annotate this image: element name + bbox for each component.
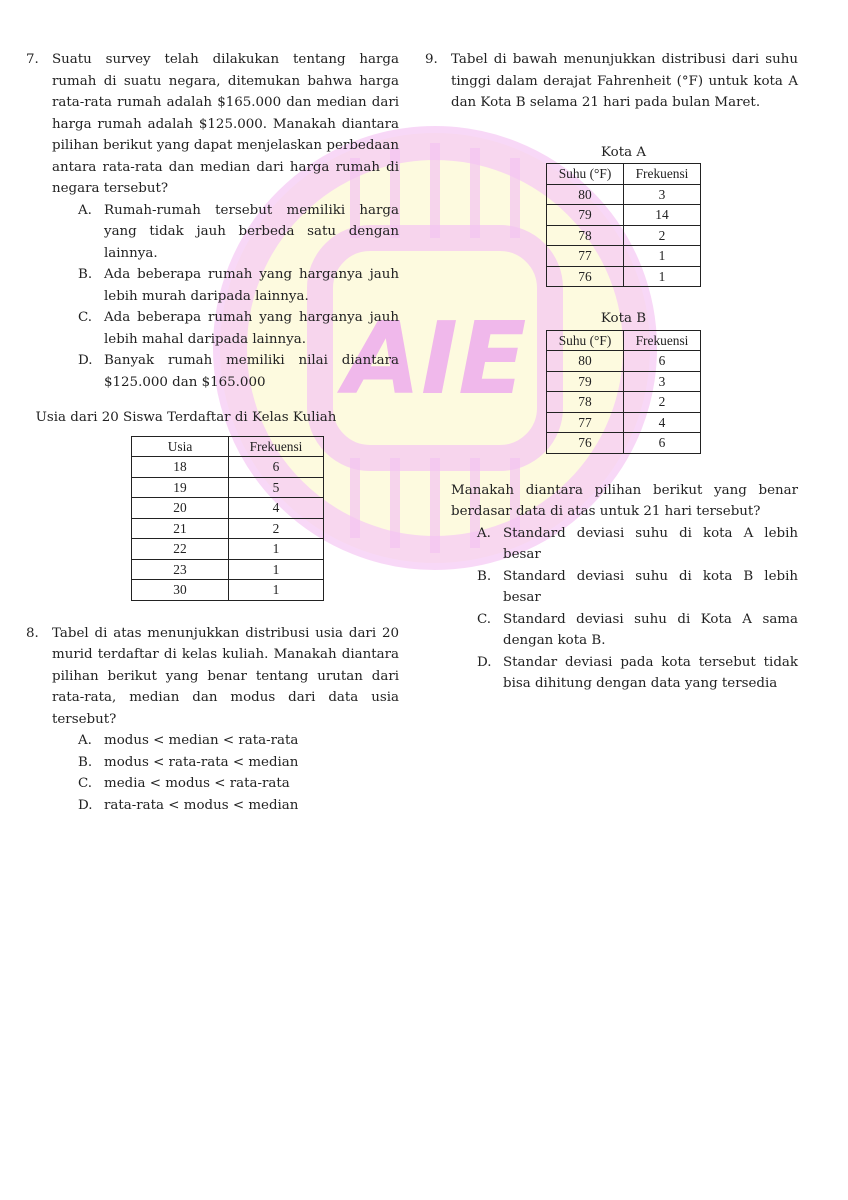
question-7-option-c xyxy=(78,307,399,350)
table-header-usia: Usia xyxy=(132,436,229,457)
table-row xyxy=(547,371,701,392)
table-cell: 78 xyxy=(547,392,624,413)
table-cell: 22 xyxy=(132,539,229,560)
option-letter: C. xyxy=(78,310,93,325)
table-header-frekuensi: Frekuensi xyxy=(624,330,701,351)
question-8-option-a xyxy=(78,730,399,752)
option-letter: B. xyxy=(477,568,492,584)
question-9-question-text: Manakah diantara pilihan berikut yang benar berdasar data di atas untuk 21 hari tersebut? xyxy=(451,482,798,519)
table-header-frekuensi: Frekuensi xyxy=(229,436,324,457)
table-cell: 23 xyxy=(132,559,229,580)
table-header-frekuensi: Frekuensi xyxy=(624,164,701,185)
table-cell: 19 xyxy=(132,477,229,498)
question-7-option-a xyxy=(78,200,399,265)
question-7-text: Suatu survey telah dilakukan tentang harga rumah di suatu negara, ditemukan bahwa harga rata-rata rumah adalah $165.000 dan median dari harga rumah adalah $125.000. Manakah diantara pilihan berikut yang dapat menjelaskan perbedaan antara rata-rata dan median dari harga rumah di negara tersebut? xyxy=(52,52,399,196)
table-row xyxy=(547,412,701,433)
table-cell: 1 xyxy=(624,246,701,267)
table-cell: 76 xyxy=(547,266,624,287)
kota-a-table xyxy=(546,163,701,287)
table-cell: 4 xyxy=(229,498,324,519)
age-table-caption: Usia dari 20 Siswa Terdaftar di Kelas Kuliah xyxy=(35,410,337,425)
option-letter: A. xyxy=(78,733,92,748)
question-7-number: 7. xyxy=(26,52,39,67)
kota-a-caption: Kota A xyxy=(601,144,646,160)
table-header-row xyxy=(547,330,701,351)
option-text: Standar deviasi pada kota tersebut tidak bisa dihitung dengan data yang tersedia xyxy=(503,654,798,691)
option-text: Standard deviasi suhu di kota A lebih besar xyxy=(503,525,798,562)
table-row xyxy=(132,539,324,560)
option-letter: B. xyxy=(78,754,93,770)
question-9-text: Tabel di bawah menunjukkan distribusi dari suhu tinggi dalam derajat Fahrenheit (°F) untuk kota A dan Kota B selama 21 hari pada bulan Maret. xyxy=(451,52,798,110)
table-row xyxy=(547,225,701,246)
table-cell: 14 xyxy=(624,205,701,226)
option-text: Ada beberapa rumah yang harganya jauh lebih mahal daripada lainnya. xyxy=(104,310,399,347)
option-letter: C. xyxy=(477,611,492,627)
table-cell: 80 xyxy=(547,184,624,205)
option-text: Standard deviasi suhu di Kota A sama dengan kota B. xyxy=(503,611,798,648)
table-cell: 1 xyxy=(624,266,701,287)
question-7-option-b xyxy=(78,264,399,307)
table-row xyxy=(547,184,701,205)
table-cell: 6 xyxy=(229,457,324,478)
option-letter: B. xyxy=(78,267,93,282)
question-8-number: 8. xyxy=(26,625,39,641)
table-row xyxy=(547,351,701,372)
question-7 xyxy=(26,49,399,393)
table-cell: 1 xyxy=(229,559,324,580)
option-text: rata-rata < modus < median xyxy=(104,797,299,813)
question-8-options xyxy=(78,730,399,816)
table-cell: 4 xyxy=(624,412,701,433)
question-8-option-d xyxy=(78,795,399,817)
table-row xyxy=(132,477,324,498)
right-column xyxy=(425,49,798,695)
table-cell: 2 xyxy=(624,392,701,413)
question-9-option-c xyxy=(477,609,798,652)
option-text: modus < rata-rata < median xyxy=(104,754,299,770)
table-cell: 6 xyxy=(624,433,701,454)
table-row xyxy=(547,205,701,226)
table-row xyxy=(132,580,324,601)
table-cell: 20 xyxy=(132,498,229,519)
option-letter: D. xyxy=(78,353,93,368)
option-text: Rumah-rumah tersebut memiliki harga yang tidak jauh berbeda satu dengan lainnya. xyxy=(104,202,399,261)
table-row xyxy=(547,246,701,267)
option-text: Ada beberapa rumah yang harganya jauh lebih murah daripada lainnya. xyxy=(104,267,399,304)
table-cell: 5 xyxy=(229,477,324,498)
table-header-row xyxy=(547,164,701,185)
table-header-suhu: Suhu (°F) xyxy=(547,164,624,185)
table-row xyxy=(132,559,324,580)
question-8 xyxy=(26,623,399,817)
kota-b-caption: Kota B xyxy=(600,311,647,326)
option-letter: D. xyxy=(477,654,492,670)
option-text: Banyak rumah memiliki nilai diantara $125.000 dan $165.000 xyxy=(104,353,399,390)
question-9-option-b xyxy=(477,566,798,609)
table-row xyxy=(132,518,324,539)
svg-text:AIE: AIE xyxy=(343,300,527,417)
table-cell: 1 xyxy=(229,539,324,560)
table-row xyxy=(547,266,701,287)
question-9-prompt xyxy=(425,480,798,695)
table-cell: 3 xyxy=(624,371,701,392)
table-cell: 77 xyxy=(547,246,624,267)
table-cell: 77 xyxy=(547,412,624,433)
question-8-option-b xyxy=(78,752,399,774)
age-frequency-table xyxy=(131,436,324,601)
table-cell: 79 xyxy=(547,205,624,226)
table-cell: 3 xyxy=(624,184,701,205)
table-row xyxy=(547,392,701,413)
question-9-options xyxy=(477,523,798,695)
kota-b-table xyxy=(546,330,701,454)
option-text: media < modus < rata-rata xyxy=(104,776,290,791)
option-letter: A. xyxy=(78,202,92,218)
table-header-suhu: Suhu (°F) xyxy=(547,330,624,351)
table-header-row xyxy=(132,436,324,457)
option-text: modus < median < rata-rata xyxy=(104,733,299,748)
table-cell: 78 xyxy=(547,225,624,246)
table-cell: 6 xyxy=(624,351,701,372)
option-letter: A. xyxy=(477,525,491,541)
option-letter: C. xyxy=(78,776,93,791)
question-9-option-d xyxy=(477,652,798,695)
table-cell: 76 xyxy=(547,433,624,454)
table-cell: 2 xyxy=(229,518,324,539)
table-cell: 18 xyxy=(132,457,229,478)
question-9-number: 9. xyxy=(425,52,438,67)
left-column xyxy=(26,49,399,816)
question-7-options xyxy=(78,200,399,394)
table-row xyxy=(547,433,701,454)
table-cell: 21 xyxy=(132,518,229,539)
table-cell: 2 xyxy=(624,225,701,246)
option-letter: D. xyxy=(78,797,93,813)
table-row xyxy=(132,457,324,478)
question-8-text: Tabel di atas menunjukkan distribusi usia dari 20 murid terdaftar di kelas kuliah. Manakah diantara pilihan berikut yang benar tentang urutan dari rata-rata, median dan modus dari data usia tersebut? xyxy=(52,625,399,727)
question-7-option-d xyxy=(78,350,399,393)
question-9-option-a xyxy=(477,523,798,566)
table-cell: 79 xyxy=(547,371,624,392)
table-cell: 80 xyxy=(547,351,624,372)
table-row xyxy=(132,498,324,519)
table-cell: 1 xyxy=(229,580,324,601)
option-text: Standard deviasi suhu di kota B lebih besar xyxy=(503,568,798,605)
table-cell: 30 xyxy=(132,580,229,601)
question-8-option-c xyxy=(78,773,399,795)
question-9 xyxy=(425,49,798,114)
